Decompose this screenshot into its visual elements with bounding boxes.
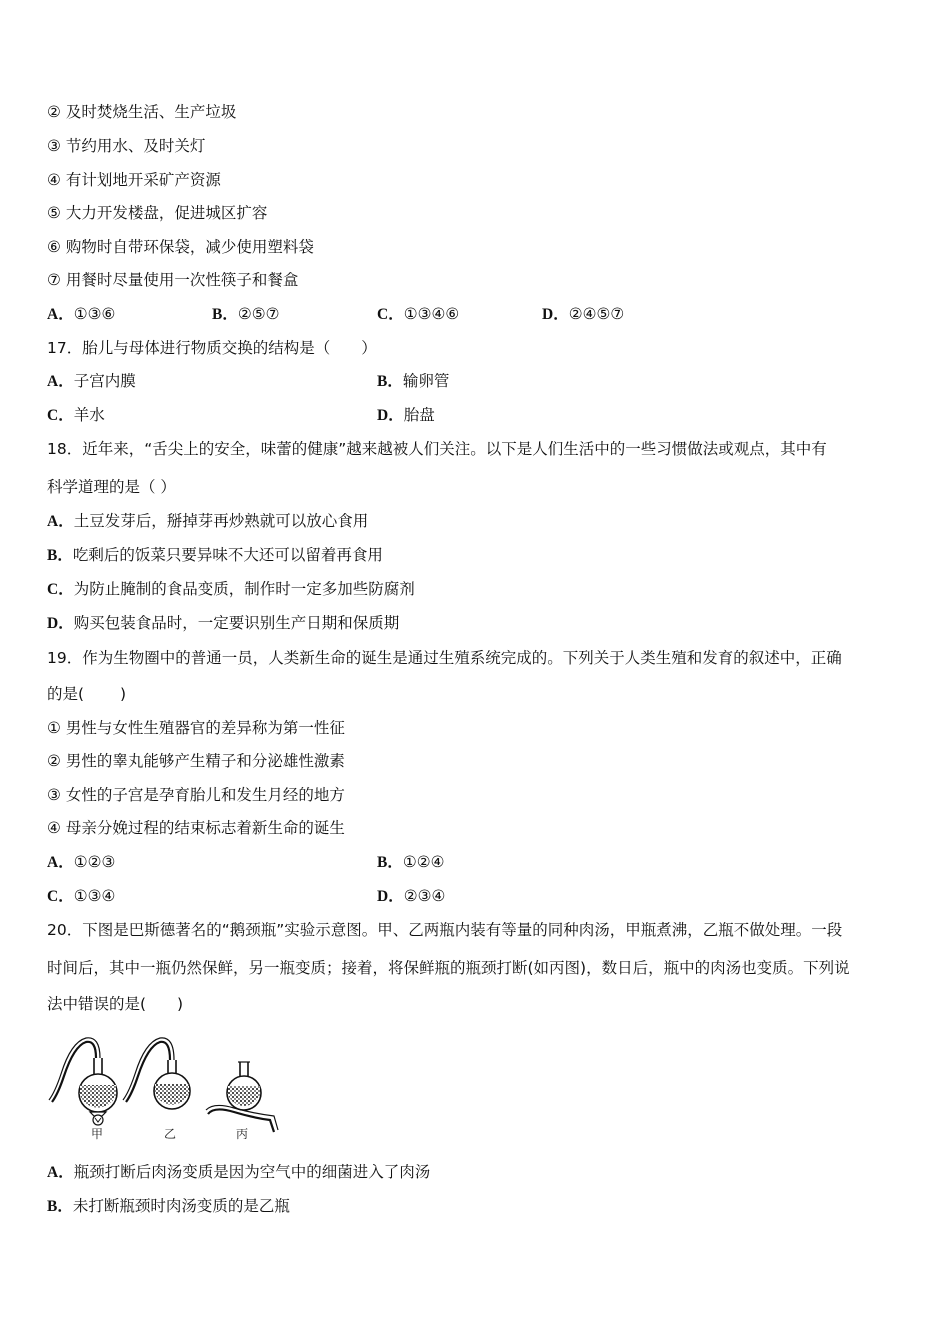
flask-yi bbox=[123, 1038, 190, 1141]
q16-item-5: ⑤ 大力开发楼盘，促进城区扩容 bbox=[47, 204, 268, 222]
q18-stem-line1: 18．近年来，“舌尖上的安全，味蕾的健康”越来越被人们关注。以下是人们生活中的一些习惯做法或观点，其中有 bbox=[47, 440, 827, 458]
q19-option-a: A．①②③ bbox=[47, 853, 116, 871]
q17-option-d: D．胎盘 bbox=[377, 406, 435, 424]
q19-item-4: ④ 母亲分娩过程的结束标志着新生命的诞生 bbox=[47, 819, 345, 837]
flask-jia bbox=[49, 1038, 117, 1141]
q18-option-b: B．吃剩后的饭菜只要异味不大还可以留着再食用 bbox=[47, 546, 383, 564]
q16-item-6: ⑥ 购物时自带环保袋，减少使用塑料袋 bbox=[47, 238, 314, 256]
q20-stem-line3: 法中错误的是( ) bbox=[47, 995, 184, 1013]
q18-stem-line2: 科学道理的是（ ） bbox=[47, 478, 176, 496]
q16-option-d: D．②④⑤⑦ bbox=[542, 305, 625, 323]
q17-stem: 17．胎儿与母体进行物质交换的结构是（ ） bbox=[47, 339, 377, 357]
q17-option-c: C．羊水 bbox=[47, 406, 105, 424]
q17-option-b: B．输卵管 bbox=[377, 372, 450, 390]
q16-item-7: ⑦ 用餐时尽量使用一次性筷子和餐盒 bbox=[47, 271, 299, 289]
q18-option-a: A．土豆发芽后，掰掉芽再炒熟就可以放心食用 bbox=[47, 512, 369, 530]
q17-option-a: A．子宫内膜 bbox=[47, 372, 136, 390]
q19-stem-line2: 的是( ) bbox=[47, 685, 127, 703]
q19-stem-line1: 19．作为生物圈中的普通一员，人类新生命的诞生是通过生殖系统完成的。下列关于人类生殖和发育的叙述中，正确 bbox=[47, 649, 842, 667]
swan-neck-flask-figure bbox=[44, 1036, 284, 1146]
flask-bing bbox=[206, 1062, 278, 1141]
q16-option-c: C．①③④⑥ bbox=[377, 305, 460, 323]
q19-item-3: ③ 女性的子宫是孕育胎儿和发生月经的地方 bbox=[47, 786, 345, 804]
q19-item-2: ② 男性的睾丸能够产生精子和分泌雄性激素 bbox=[47, 752, 345, 770]
flask-label-jia: 甲 bbox=[91, 1127, 104, 1141]
flask-label-bing: 丙 bbox=[236, 1127, 249, 1141]
q19-item-1: ① 男性与女性生殖器官的差异称为第一性征 bbox=[47, 719, 345, 737]
q16-option-a: A．①③⑥ bbox=[47, 305, 116, 323]
flask-label-yi: 乙 bbox=[164, 1127, 177, 1141]
q19-option-b: B．①②④ bbox=[377, 853, 445, 871]
q18-option-d: D．购买包装食品时，一定要识别生产日期和保质期 bbox=[47, 614, 400, 632]
q20-stem-line1: 20．下图是巴斯德著名的“鹅颈瓶”实验示意图。甲、乙两瓶内装有等量的同种肉汤，甲瓶煮沸，乙瓶不做处理。一段 bbox=[47, 921, 843, 939]
q19-option-d: D．②③④ bbox=[377, 887, 446, 905]
q16-item-4: ④ 有计划地开采矿产资源 bbox=[47, 171, 221, 189]
q20-stem-line2: 时间后，其中一瓶仍然保鲜，另一瓶变质；接着，将保鲜瓶的瓶颈打断(如丙图)，数日后，瓶中的肉汤也变质。下列说 bbox=[47, 959, 850, 977]
q16-item-2: ② 及时焚烧生活、生产垃圾 bbox=[47, 103, 237, 121]
q16-option-b: B．②⑤⑦ bbox=[212, 305, 280, 323]
q18-option-c: C．为防止腌制的食品变质，制作时一定多加些防腐剂 bbox=[47, 580, 415, 598]
q20-option-a: A．瓶颈打断后肉汤变质是因为空气中的细菌进入了肉汤 bbox=[47, 1163, 431, 1181]
q16-item-3: ③ 节约用水、及时关灯 bbox=[47, 137, 206, 155]
q19-option-c: C．①③④ bbox=[47, 887, 116, 905]
q20-option-b: B．未打断瓶颈时肉汤变质的是乙瓶 bbox=[47, 1197, 290, 1215]
